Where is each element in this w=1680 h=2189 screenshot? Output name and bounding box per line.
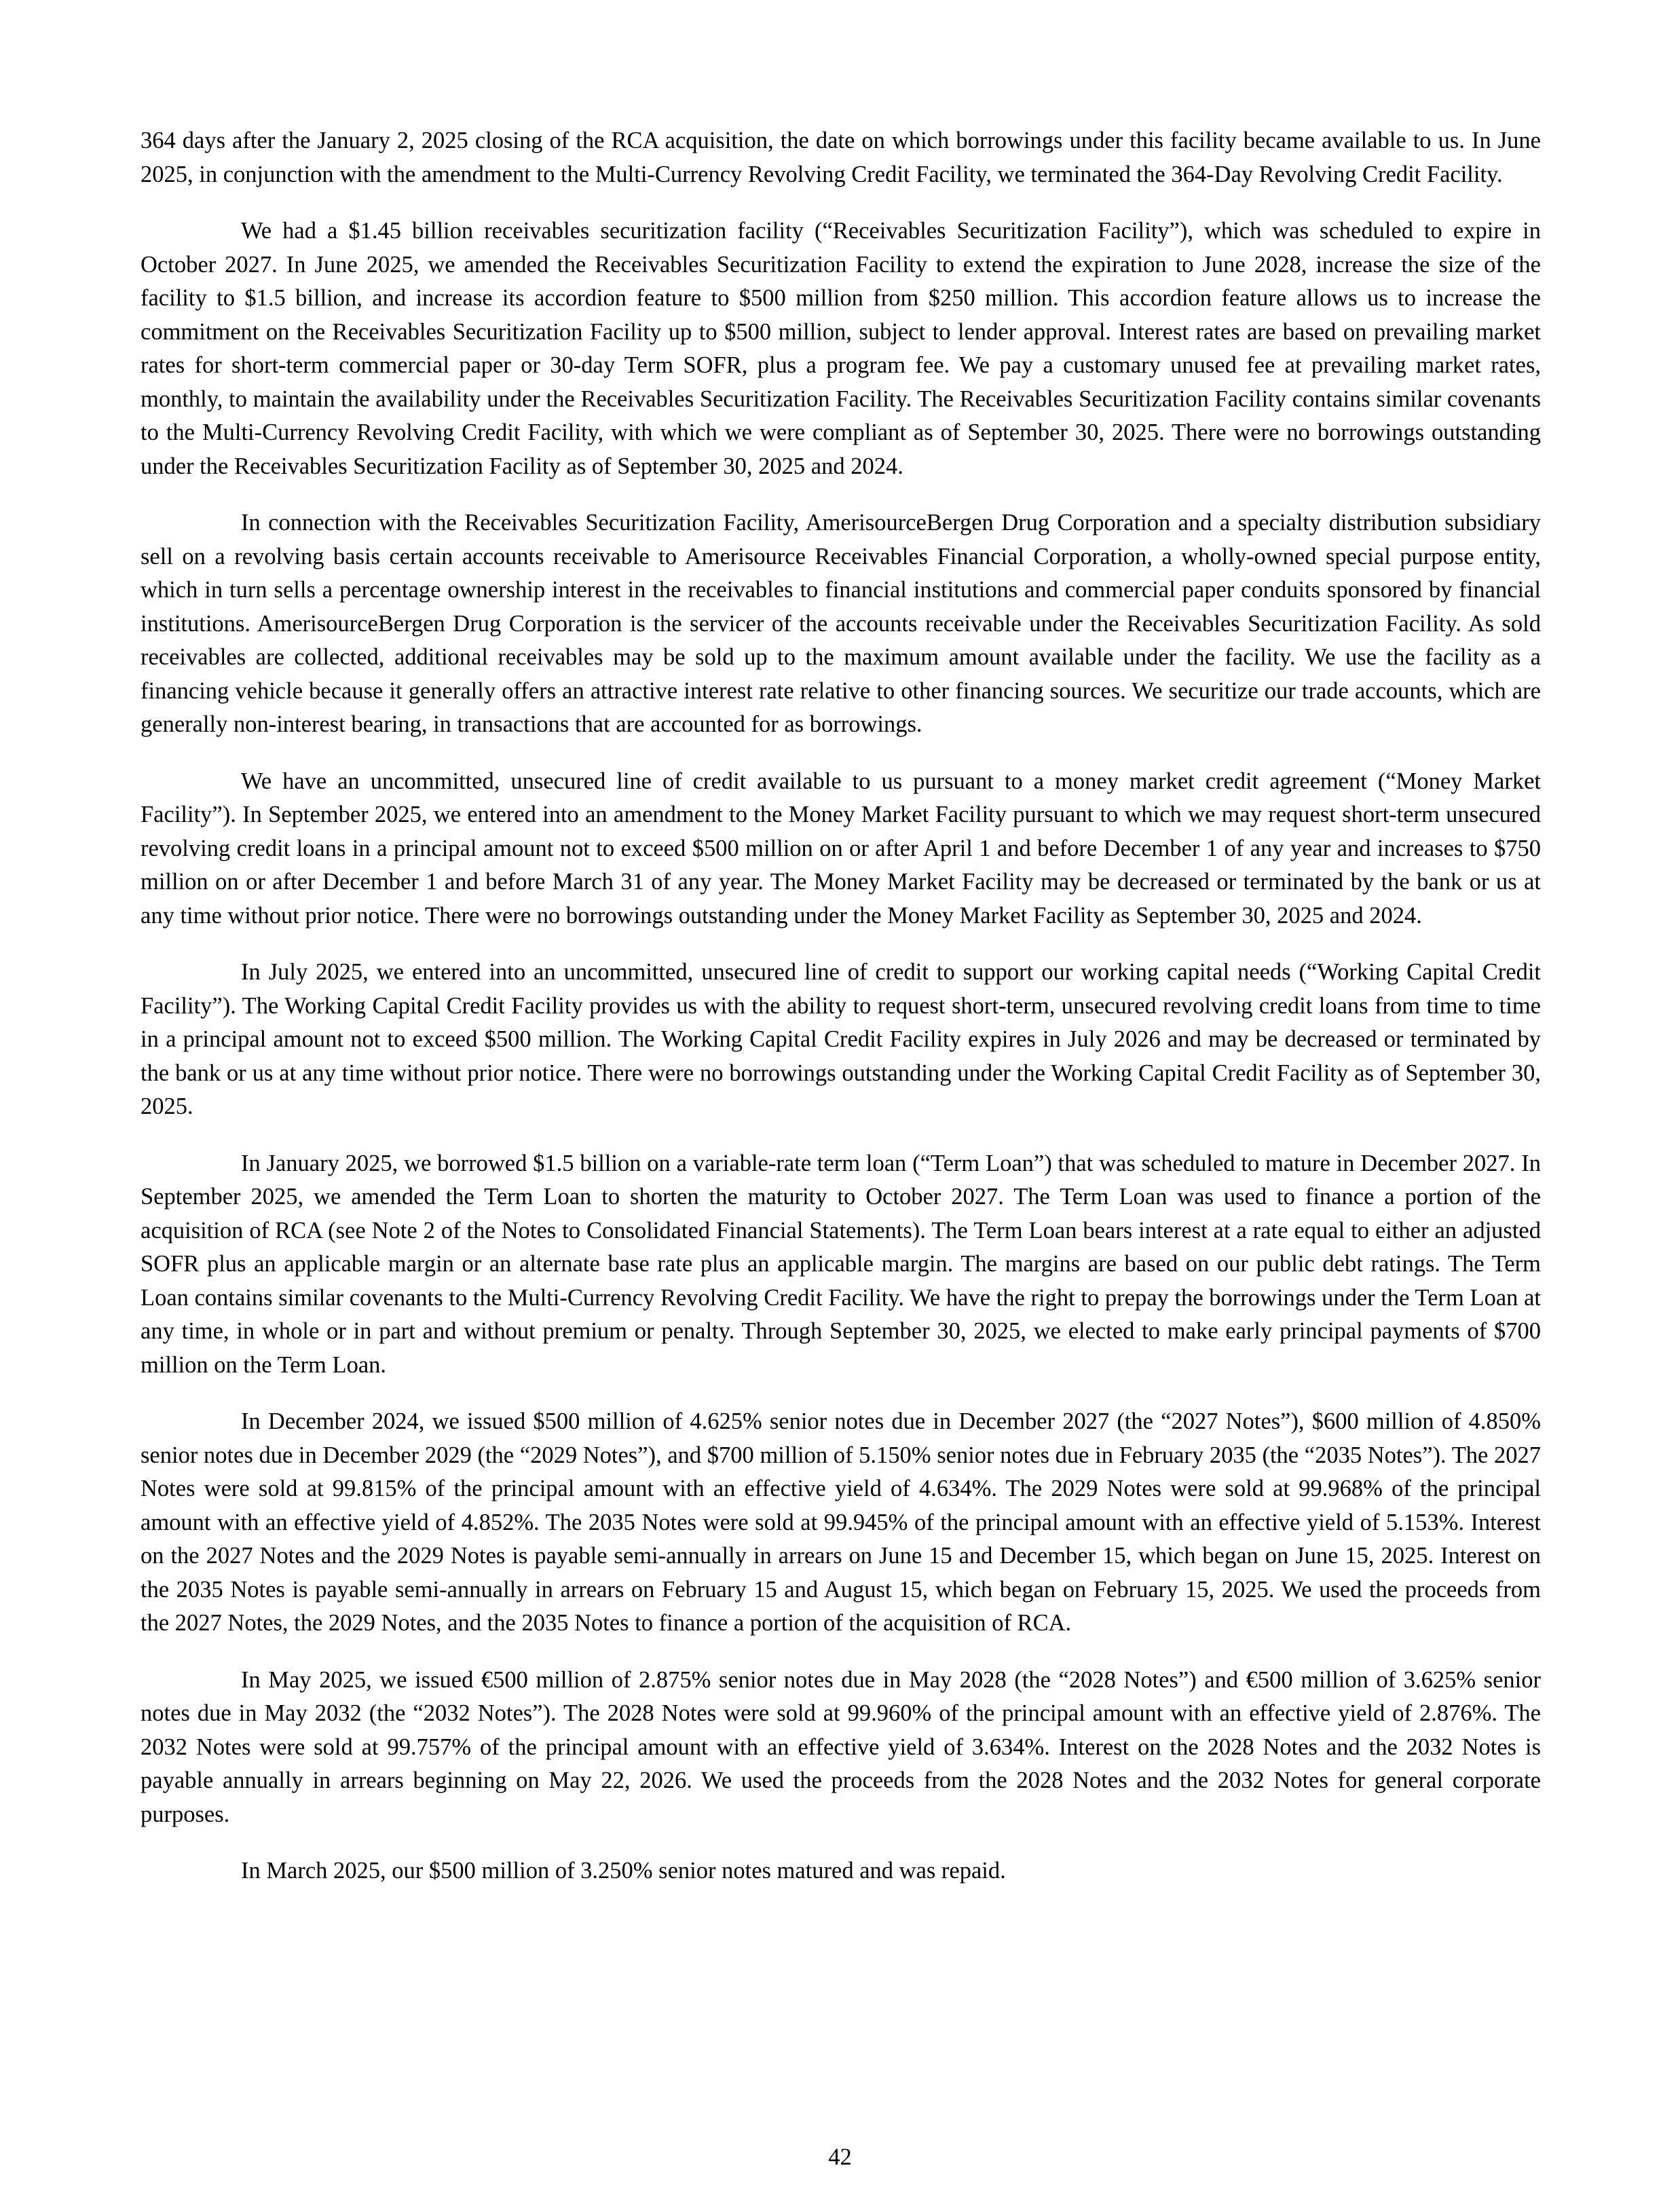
paragraph-money-market-facility: We have an uncommitted, unsecured line of credit available to us pursuant to a money market credit agreement (“Money Market Facility”). In September 2025, we entered into an amendment to the Money Market Facility pursuant to which we may request short-term unsecured revolving credit loans in a principal amount not to exceed $500 million on or after April 1 and before December 1 of any year and increases to $750 million on or after December 1 and before March 31 of any year. The Money Market Facility may be decreased or terminated by the bank or us at any time without prior notice. There were no borrowings outstanding under the Money Market Facility as September 30, 2025 and 2024. [141,768,1541,929]
paragraph-senior-notes-december-2024: In December 2024, we issued $500 million of 4.625% senior notes due in December 2027 (the “2027 Notes”), $600 million of 4.850% senior notes due in December 2029 (the “2029 Notes”), and $700 million of 5.150% senior notes due in February 2035 (the “2035 Notes”). The 2027 Notes were sold at 99.815% of the principal amount with an effective yield of 4.634%. The 2029 Notes were sold at 99.968% of the principal amount with an effective yield of 4.852%. The 2035 Notes were sold at 99.945% of the principal amount with an effective yield of 5.153%. Interest on the 2027 Notes and the 2029 Notes is payable semi-annually in arrears on June 15 and December 15, which began on June 15, 2025. Interest on the 2035 Notes is payable semi-annually in arrears on February 15 and August 15, which began on February 15, 2025. We used the proceeds from the 2027 Notes, the 2029 Notes, and the 2035 Notes to finance a portion of the acquisition of RCA. [141,1408,1541,1636]
paragraph-securitization-details: In connection with the Receivables Securitization Facility, AmerisourceBergen Drug Corporation and a specialty distribution subsidiary sell on a revolving basis certain accounts receivable to Amerisource Receivables Financial Corporation, a wholly-owned special purpose entity, which in turn sells a percentage ownership interest in the receivables to financial institutions and commercial paper conduits sponsored by financial institutions. AmerisourceBergen Drug Corporation is the servicer of the accounts receivable under the Receivables Securitization Facility. As sold receivables are collected, additional receivables may be sold up to the maximum amount available under the facility. We use the facility as a financing vehicle because it generally offers an attractive interest rate relative to other financing sources. We securitize our trade accounts, which are generally non-interest bearing, in transactions that are accounted for as borrowings. [141,510,1541,737]
paragraph-term-loan: In January 2025, we borrowed $1.5 billion on a variable-rate term loan (“Term Loan”) that was scheduled to mature in December 2027. In September 2025, we amended the Term Loan to shorten the maturity to October 2027. The Term Loan was used to finance a portion of the acquisition of RCA (see Note 2 of the Notes to Consolidated Financial Statements). The Term Loan bears interest at a rate equal to either an adjusted SOFR plus an applicable margin or an alternate base rate plus an applicable margin. The margins are based on our public debt ratings. The Term Loan contains similar covenants to the Multi-Currency Revolving Credit Facility. We have the right to prepay the borrowings under the Term Loan at any time, in whole or in part and without premium or penalty. Through September 30, 2025, we elected to make early principal payments of $700 million on the Term Loan. [141,1150,1541,1378]
paragraph-working-capital-facility: In July 2025, we entered into an uncommitted, unsecured line of credit to support our working capital needs (“Working Capital Credit Facility”). The Working Capital Credit Facility provides us with the ability to request short-term, unsecured revolving credit loans from time to time in a principal amount not to exceed $500 million. The Working Capital Credit Facility expires in July 2026 and may be decreased or terminated by the bank or us at any time without prior notice. There were no borrowings outstanding under the Working Capital Credit Facility as of September 30, 2025. [141,959,1541,1119]
paragraph-senior-notes-may-2025: In May 2025, we issued €500 million of 2.875% senior notes due in May 2028 (the “2028 Notes”) and €500 million of 3.625% senior notes due in May 2032 (the “2032 Notes”). The 2028 Notes were sold at 99.960% of the principal amount with an effective yield of 2.876%. The 2032 Notes were sold at 99.757% of the principal amount with an effective yield of 3.634%. Interest on the 2028 Notes and the 2032 Notes is payable annually in arrears beginning on May 22, 2026. We used the proceeds from the 2028 Notes and the 2032 Notes for general corporate purposes. [141,1666,1541,1827]
document-body [141,124,1541,1911]
paragraph-364-day-facility: 364 days after the January 2, 2025 closing of the RCA acquisition, the date on which borrowings under this facility became available to us. In June 2025, in conjunction with the amendment to the Multi-Currency Revolving Credit Facility, we terminated the 364-Day Revolving Credit Facility. [141,128,1541,187]
paragraph-notes-repaid: In March 2025, our $500 million of 3.250% senior notes matured and was repaid. [241,1858,1006,1884]
page-number: 42 [828,2144,852,2170]
paragraph-receivables-securitization: We had a $1.45 billion receivables securitization facility (“Receivables Securitization Facility”), which was scheduled to expire in October 2027. In June 2025, we amended the Receivables Securitization Facility to extend the expiration to June 2028, increase the size of the facility to $1.5 billion, and increase its accordion feature to $500 million from $250 million. This accordion feature allows us to increase the commitment on the Receivables Securitization Facility up to $500 million, subject to lender approval. Interest rates are based on prevailing market rates for short-term commercial paper or 30-day Term SOFR, plus a program fee. We pay a customary unused fee at prevailing market rates, monthly, to maintain the availability under the Receivables Securitization Facility. The Receivables Securitization Facility contains similar covenants to the Multi-Currency Revolving Credit Facility, with which we were compliant as of September 30, 2025. There were no borrowings outstanding under the Receivables Securitization Facility as of September 30, 2025 and 2024. [141,218,1541,479]
